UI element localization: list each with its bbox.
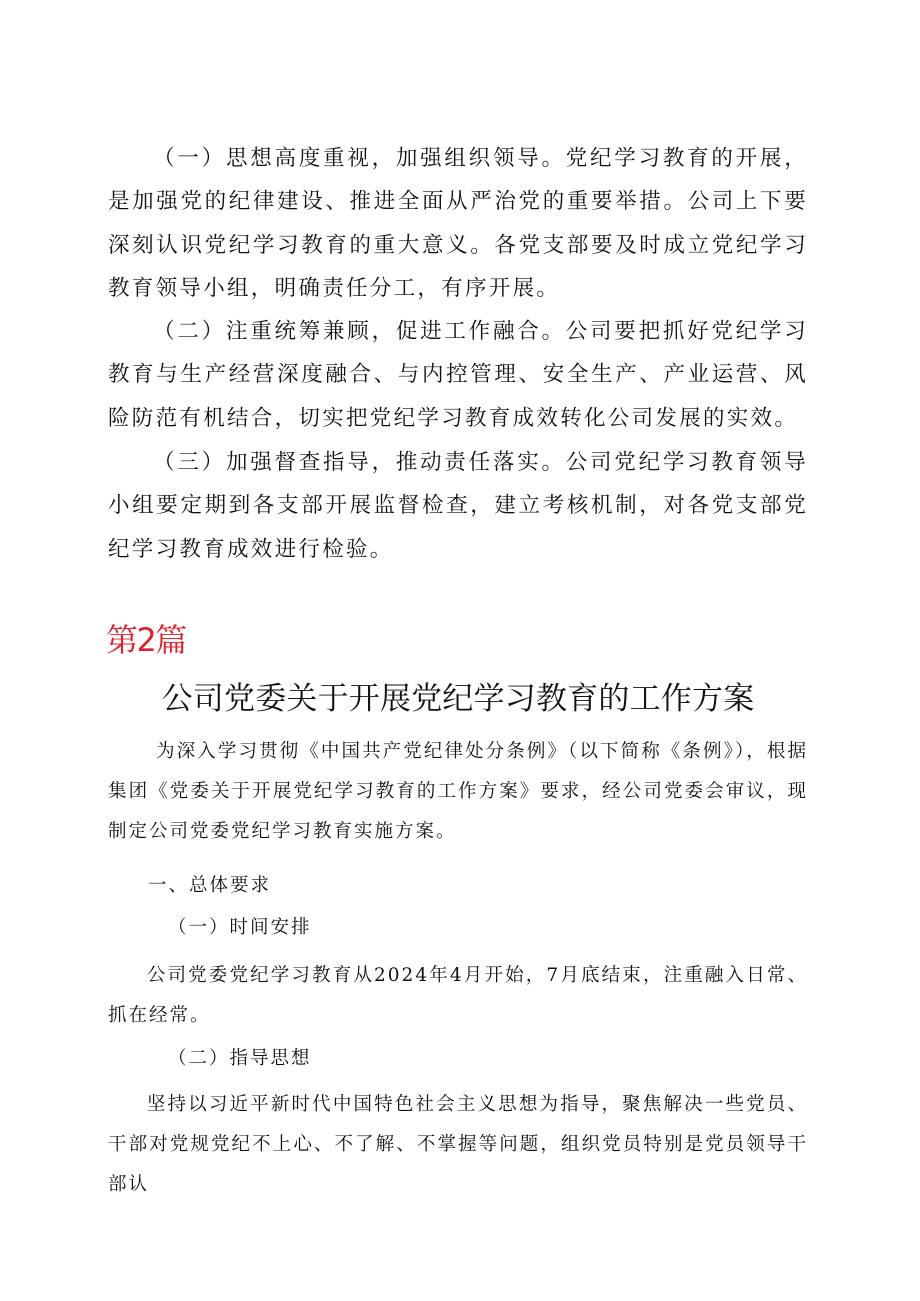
heading-general-requirements: 一、总体要求 <box>148 875 272 896</box>
subheading-schedule: （一）时间安排 <box>168 917 312 938</box>
subheading-guiding-ideology: （二）指导思想 <box>168 1048 312 1069</box>
paragraph-work-integration: （二）注重统筹兼顾，促进工作融合。公司要把抓好党纪学习教育与生产经营深度融合、与内控管理、安全生产、产业运营、风险防范有机结合，切实把党纪学习教育成效转化公司发展的实效。 <box>108 319 808 431</box>
paragraph-schedule: 公司党委党纪学习教育从2024年4月开始，7月底结束，注重融入日常、抓在经常。 <box>108 965 808 1026</box>
section-2-label: 第2篇 <box>106 621 186 659</box>
paragraph-guiding-ideology: 坚持以习近平新时代中国特色社会主义思想为指导，聚焦解决一些党员、干部对党规党纪不上心、不了解、不掌握等问题，组织党员特别是党员领导干部认 <box>108 1094 808 1195</box>
paragraph-supervision: （三）加强督查指导，推动责任落实。公司党纪学习教育领导小组要定期到各支部开展监督检查，建立考核机制，对各党支部党纪学习教育成效进行检验。 <box>108 450 808 562</box>
document-title: 公司党委关于开展党纪学习教育的工作方案 <box>161 681 755 717</box>
paragraph-organization-leadership: （一）思想高度重视，加强组织领导。党纪学习教育的开展，是加强党的纪律建设、推进全面从严治党的重要举措。公司上下要深刻认识党纪学习教育的重大意义。各党支部要及时成立党纪学习教育领导小组，明确责任分工，有序开展。 <box>108 146 808 301</box>
intro-paragraph: 为深入学习贯彻《中国共产党纪律处分条例》（以下简称《条例》），根据集团《党委关于开展党纪学习教育的工作方案》要求，经公司党委会审议，现制定公司党委党纪学习教育实施方案。 <box>108 741 808 842</box>
